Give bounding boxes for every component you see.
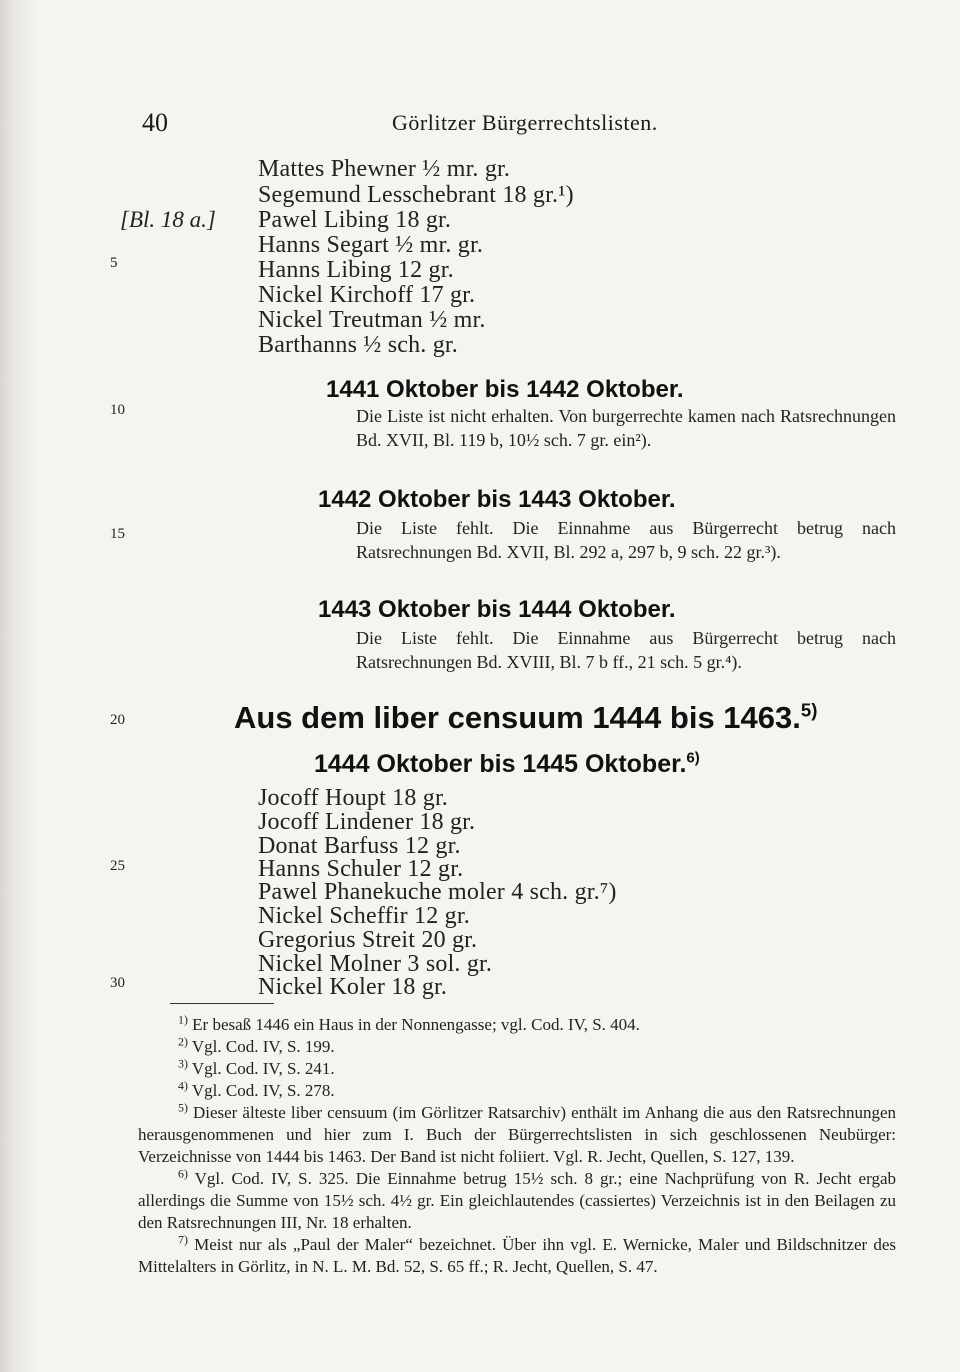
section-note: Die Liste fehlt. Die Einnahme aus Bürgerrecht betrug nach Ratsrechnungen Bd. XVIII, Bl. 7 b ff., 21 sch. 5 gr.⁴).: [356, 628, 896, 672]
footnote-reference: 6): [686, 749, 700, 767]
list-item: Nickel Koler 18 gr.: [258, 974, 448, 1000]
line-number: 10: [110, 402, 125, 418]
subheading: [314, 750, 700, 779]
scan-edge-shadow: [0, 0, 38, 1372]
footnote-mark: 3): [178, 1056, 188, 1071]
footnote-text: Vgl. Cod. IV, S. 325. Die Einnahme betrug 15½ sch. 8 gr.; eine Nachprüfung von R. Jecht ergab allerdings die Summe von 15½ sch. 4½ gr. Ein gleichlautendes (cassiertes) Verzeichnis ist in den Beilagen zu den Ratsrechnungen III, Nr. 18 erhalten.: [138, 1169, 896, 1232]
running-header: [0, 108, 960, 148]
footnote-text: Vgl. Cod. IV, S. 241.: [191, 1059, 335, 1078]
footnote-mark: 7): [178, 1232, 188, 1247]
list-item: Mattes Phewner ½ mr. gr.: [258, 156, 511, 182]
section-heading: 1441 Oktober bis 1442 Oktober.: [326, 376, 684, 403]
list-item: Hanns Libing 12 gr.: [258, 257, 454, 283]
subheading-text: 1444 Oktober bis 1445 Oktober.: [314, 750, 687, 778]
list-item: Nickel Molner 3 sol. gr.: [258, 951, 493, 977]
list-item: Hanns Segart ½ mr. gr.: [258, 232, 484, 258]
footnote-mark: 1): [178, 1012, 188, 1027]
folio-margin-note: [Bl. 18 a.]: [120, 207, 216, 232]
footnote: [138, 1080, 896, 1102]
footnote-text: Vgl. Cod. IV, S. 199.: [191, 1037, 335, 1056]
line-number: 25: [110, 858, 125, 874]
list-item: Jocoff Houpt 18 gr.: [258, 785, 449, 811]
list-item: Jocoff Lindener 18 gr.: [258, 809, 476, 835]
list-item: Segemund Lesschebrant 18 gr.¹): [258, 182, 574, 208]
footnote: [138, 1102, 896, 1168]
list-item: Pawel Phanekuche moler 4 sch. gr.⁷): [258, 879, 617, 905]
list-item: Hanns Schuler 12 gr.: [258, 856, 464, 882]
list-item: Nickel Scheffir 12 gr.: [258, 903, 470, 929]
list-item: Pawel Libing 18 gr.: [258, 207, 452, 233]
list-item: Gregorius Streit 20 gr.: [258, 927, 478, 953]
line-number: 30: [110, 975, 125, 991]
footnote-text: Vgl. Cod. IV, S. 278.: [191, 1081, 335, 1100]
footnotes: [138, 1014, 896, 1278]
footnote-text: Meist nur als „Paul der Maler“ bezeichnet. Über ihn vgl. E. Wernicke, Maler und Bildschnitzer des Mittelalters in Görlitz, in N. L. M. Bd. 52, S. 65 ff.; R. Jecht, Quellen, S. 47.: [138, 1235, 896, 1276]
footnote-text: Er besaß 1446 ein Haus in der Nonnengasse; vgl. Cod. IV, S. 404.: [192, 1015, 640, 1034]
line-number: 15: [110, 526, 125, 542]
section-note: Die Liste fehlt. Die Einnahme aus Bürgerrecht betrug nach Ratsrechnungen Bd. XVII, Bl. 292 a, 297 b, 9 sch. 22 gr.³).: [356, 518, 896, 562]
footnote-divider: [170, 1003, 274, 1004]
footnote: [138, 1058, 896, 1080]
main-heading: [234, 700, 817, 736]
section-heading: 1442 Oktober bis 1443 Oktober.: [318, 486, 676, 513]
list-item: Nickel Treutman ½ mr.: [258, 307, 486, 333]
footnote: [138, 1234, 896, 1278]
section-note: Die Liste ist nicht erhalten. Von burgerrechte kamen nach Ratsrechnungen Bd. XVII, Bl. 119 b, 10½ sch. 7 gr. ein²).: [356, 406, 896, 450]
section-heading: 1443 Oktober bis 1444 Oktober.: [318, 596, 676, 623]
footnote: [138, 1036, 896, 1058]
footnote-mark: 4): [178, 1078, 188, 1093]
line-number: 20: [110, 712, 125, 728]
footnote: [138, 1014, 896, 1036]
footnote-mark: 5): [178, 1100, 188, 1115]
footnote-mark: 2): [178, 1034, 188, 1049]
footnote-reference: 5): [800, 699, 818, 721]
footnote-mark: 6): [178, 1166, 188, 1181]
list-item: Nickel Kirchoff 17 gr.: [258, 282, 476, 308]
list-item: Donat Barfuss 12 gr.: [258, 833, 461, 859]
main-heading-text: Aus dem liber censuum 1444 bis 1463.: [234, 700, 801, 735]
list-item: Barthanns ½ sch. gr.: [258, 332, 458, 358]
line-number: 5: [110, 255, 118, 271]
footnote: [138, 1168, 896, 1234]
running-title: Görlitzer Bürgerrechtslisten.: [392, 110, 658, 135]
page-number: 40: [142, 108, 168, 137]
footnote-text: Dieser älteste liber censuum (im Görlitzer Ratsarchiv) enthält im Anhang die aus den Ratsrechnungen herausgenommenen und hier zum I. Buch der Bürgerrechtslisten in sich geschlossenen Neubürger: Verzeichnisse von 1444 bis 1463. Der Band ist nicht foliiert. Vgl. R. Jecht, Quellen, S. 127, 139.: [138, 1103, 896, 1166]
